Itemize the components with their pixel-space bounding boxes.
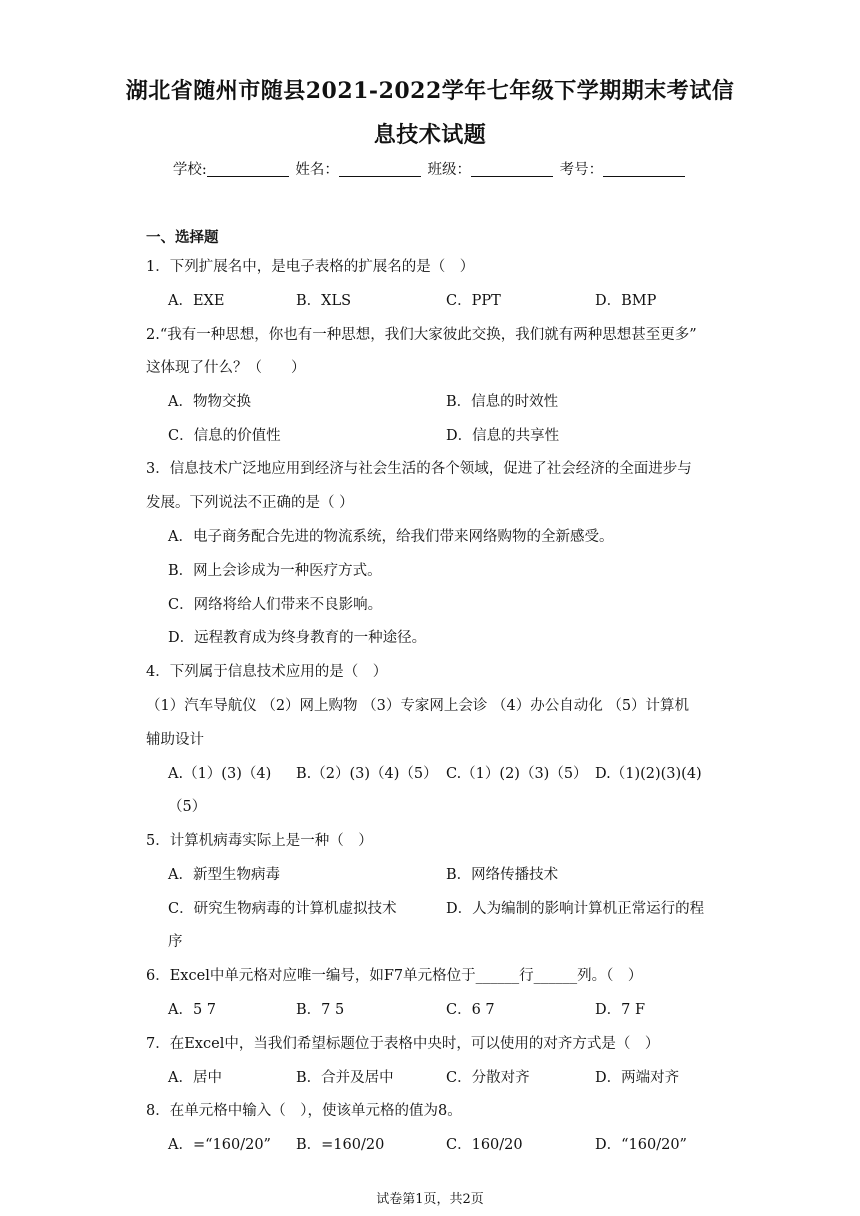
q2-option-b: B．信息的时效性 xyxy=(446,394,559,410)
examno-blank xyxy=(603,162,685,177)
name-blank xyxy=(339,162,421,177)
q7-option-a: A．居中 xyxy=(168,1070,222,1086)
q5-stem: 5．计算机病毒实际上是一种（ ） xyxy=(146,833,373,849)
q1-option-d: D．BMP xyxy=(595,293,657,309)
q2-option-c: C．信息的价值性 xyxy=(168,428,281,444)
school-label: 学校: xyxy=(172,162,207,178)
q4-items-line2: 辅助设计 xyxy=(146,732,204,748)
q5-option-d-cont: 序 xyxy=(168,934,183,950)
class-blank xyxy=(471,162,553,177)
q4-option-d: D.（1)(2)(3)(4) xyxy=(595,766,702,782)
name-label: 姓名： xyxy=(295,162,339,178)
q1-option-a: A．EXE xyxy=(168,293,225,309)
q7-option-c: C．分散对齐 xyxy=(446,1070,530,1086)
q5-option-d: D．人为编制的影响计算机正常运行的程 xyxy=(446,901,705,917)
q5-option-b: B．网络传播技术 xyxy=(446,867,559,883)
q6-option-d: D．7 F xyxy=(595,1002,646,1018)
q1-stem: 1．下列扩展名中，是电子表格的扩展名的是（ ） xyxy=(146,259,475,275)
school-blank xyxy=(207,162,289,177)
q4-option-d-cont: （5） xyxy=(168,799,207,815)
q8-option-d: D．“160/20” xyxy=(595,1137,687,1153)
q3-option-c: C．网络将给人们带来不良影响。 xyxy=(168,597,383,613)
q5-option-a: A．新型生物病毒 xyxy=(168,867,280,883)
q3-option-b: B．网上会诊成为一种医疗方式。 xyxy=(168,563,382,579)
exam-title-line2: 息技术试题 xyxy=(373,122,487,148)
exam-title-line1: 湖北省随州市随县2021-2022学年七年级下学期期末考试信 xyxy=(125,78,735,104)
q6-option-a: A．5 7 xyxy=(168,1002,217,1018)
class-label: 班级： xyxy=(427,162,471,178)
q2-stem-line2: 这体现了什么？（ ） xyxy=(146,360,306,376)
q8-stem: 8．在单元格中输入（ ），使该单元格的值为8。 xyxy=(146,1103,462,1119)
q8-option-c: C．160/20 xyxy=(446,1137,523,1153)
q3-option-d: D．远程教育成为终身教育的一种途径。 xyxy=(168,630,427,646)
section-heading: 一、选择题 xyxy=(146,229,219,246)
q8-option-b: B．=160/20 xyxy=(296,1137,385,1153)
q5-option-c: C．研究生物病毒的计算机虚拟技术 xyxy=(168,901,397,917)
q1-option-b: B．XLS xyxy=(296,293,352,309)
q4-option-b: B.（2）(3)（4)（5） xyxy=(296,766,438,782)
q2-stem-line1: 2.“我有一种思想，你也有一种思想，我们大家彼此交换，我们就有两种思想甚至更多” xyxy=(146,327,697,343)
q6-option-c: C．6 7 xyxy=(446,1002,495,1018)
q1-option-c: C．PPT xyxy=(446,293,501,309)
q2-option-a: A．物物交换 xyxy=(168,394,251,410)
q2-option-d: D．信息的共享性 xyxy=(446,428,560,444)
q3-option-a: A．电子商务配合先进的物流系统，给我们带来网络购物的全新感受。 xyxy=(168,529,614,545)
q6-stem: 6．Excel中单元格对应唯一编号，如F7单元格位于______行______列。（ ） xyxy=(146,968,643,984)
page-footer: 试卷第1页，共2页 xyxy=(376,1192,484,1207)
q7-option-b: B．合并及居中 xyxy=(296,1070,394,1086)
q8-option-a: A．=“160/20” xyxy=(168,1137,271,1153)
student-info xyxy=(0,158,860,179)
examno-label: 考号： xyxy=(559,162,604,178)
q3-stem-line1: 3．信息技术广泛地应用到经济与社会生活的各个领域，促进了社会经济的全面进步与 xyxy=(146,461,692,477)
q4-option-a: A.（1）(3)（4) xyxy=(168,766,272,782)
q4-items-line1: （1）汽车导航仪 （2）网上购物 （3）专家网上会诊 （4）办公自动化 （5）计算机 xyxy=(146,698,690,714)
q3-stem-line2: 发展。下列说法不正确的是（ ） xyxy=(146,495,354,511)
q7-stem: 7．在Excel中，当我们希望标题位于表格中央时，可以使用的对齐方式是（ ） xyxy=(146,1036,660,1052)
q4-option-c: C.（1）(2)（3)（5） xyxy=(446,766,588,782)
q7-option-d: D．两端对齐 xyxy=(595,1070,680,1086)
q6-option-b: B．7 5 xyxy=(296,1002,345,1018)
q4-stem: 4．下列属于信息技术应用的是（ ） xyxy=(146,664,388,680)
